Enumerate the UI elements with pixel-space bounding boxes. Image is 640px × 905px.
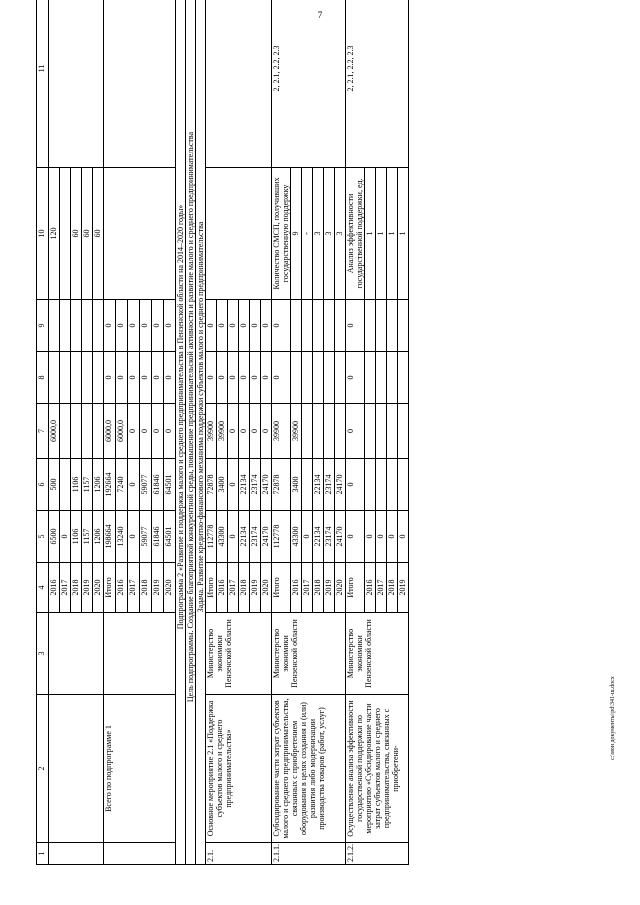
table-cell: 0	[104, 300, 116, 352]
table-cell: 198664	[104, 511, 116, 563]
table-cell: 2017	[228, 563, 239, 613]
table-cell: -	[302, 168, 313, 300]
table-cell: 22134	[239, 459, 250, 511]
table-cell: 1	[365, 168, 376, 300]
table-cell: 59077	[140, 511, 152, 563]
table-cell	[387, 459, 398, 511]
table-cell: 6500	[49, 511, 60, 563]
column-header: 6	[37, 459, 49, 511]
table-cell: 1206	[93, 459, 104, 511]
table-cell	[104, 0, 176, 168]
table-cell	[49, 300, 60, 352]
table-cell: 60	[82, 168, 93, 300]
table-cell: 2019	[152, 563, 164, 613]
table-cell: 1206	[93, 511, 104, 563]
table-cell	[206, 168, 272, 300]
table-cell	[324, 404, 335, 459]
table-cell: 0	[206, 300, 217, 352]
table-cell: 2018	[71, 563, 82, 613]
table-cell	[60, 404, 71, 459]
table-cell	[398, 352, 409, 404]
table-cell	[313, 352, 324, 404]
table-cell: 1157	[82, 459, 93, 511]
table-row	[186, 0, 196, 865]
table-cell: 0	[128, 300, 140, 352]
table-cell: 0	[398, 511, 409, 563]
table-cell: 1106	[71, 511, 82, 563]
table-cell: 0	[140, 404, 152, 459]
table-cell: 2018	[387, 563, 398, 613]
table-cell: 0	[152, 300, 164, 352]
table-cell: 0	[346, 352, 365, 404]
column-header: 7	[37, 404, 49, 459]
table-cell	[82, 404, 93, 459]
table-cell: 2016	[365, 563, 376, 613]
table-cell: 0	[164, 352, 176, 404]
column-header: 4	[37, 563, 49, 613]
table-cell: 192664	[104, 459, 116, 511]
table-cell	[313, 404, 324, 459]
footer-path: c:\мои документы\pd\341-ш.docx	[610, 676, 616, 760]
column-header: 11	[37, 0, 49, 168]
table-cell	[71, 300, 82, 352]
table-cell: 0	[346, 459, 365, 511]
table-cell: 0	[250, 300, 261, 352]
measure-name: Основное мероприятие 2.1 «Поддержка субъектов малого и среднего предпринимательства»	[206, 695, 272, 843]
table-cell: 0	[228, 352, 239, 404]
indicator: Количество СМСП, получивших государственную поддержку	[272, 168, 291, 300]
page-number: 7	[317, 10, 323, 20]
subprogram-goal: Цель подпрограммы. Создание благоприятной конкурентной среды, повышение предпринимательской активности и развитие малого и среднего предпринимательства	[186, 0, 196, 865]
subprogram-title: Подпрограмма 2 «Развитие и поддержка малого и среднего предпринимательства в Пензенской области на 2014–2020 годы»	[176, 0, 186, 865]
table-cell: 120	[49, 168, 60, 300]
table-cell	[387, 404, 398, 459]
table-cell: 0	[365, 511, 376, 563]
table-cell: 1	[387, 168, 398, 300]
table-cell: 0	[140, 300, 152, 352]
table-cell: 0	[376, 511, 387, 563]
table-cell: 0	[152, 404, 164, 459]
total-label: Всего по подпрограмме 1	[104, 695, 176, 843]
table-row	[346, 0, 365, 865]
table-cell	[82, 352, 93, 404]
table-cell: 0	[261, 300, 272, 352]
table-cell	[93, 352, 104, 404]
table-cell: 2020	[164, 563, 176, 613]
table-cell	[302, 404, 313, 459]
table-cell: 2018	[239, 563, 250, 613]
table-cell: 0	[239, 300, 250, 352]
table-cell: 0	[164, 300, 176, 352]
table-cell: 3	[335, 168, 346, 300]
table-cell	[49, 695, 104, 843]
table-cell	[376, 352, 387, 404]
table-row	[196, 0, 206, 865]
table-cell: 0	[116, 352, 128, 404]
table-cell: 2017	[302, 563, 313, 613]
table-cell: 64501	[164, 459, 176, 511]
table-cell: 2017	[60, 563, 71, 613]
table-cell: 22134	[239, 511, 250, 563]
table-cell	[302, 459, 313, 511]
table-cell: 0	[239, 404, 250, 459]
table-cell: 2019	[398, 563, 409, 613]
table-cell	[49, 352, 60, 404]
table-cell: 0	[250, 404, 261, 459]
table-cell: 64501	[164, 511, 176, 563]
table-cell	[365, 300, 376, 352]
table-cell: 0	[346, 511, 365, 563]
table-cell: 0	[346, 300, 365, 352]
table-cell: 2019	[82, 563, 93, 613]
table-cell: 112778	[206, 511, 217, 563]
table-cell: 3400	[291, 459, 302, 511]
table-cell: 2020	[335, 563, 346, 613]
table-cell: 2020	[261, 563, 272, 613]
column-header: 2	[37, 695, 49, 843]
table-cell: 2016	[49, 563, 60, 613]
table-cell: 2019	[250, 563, 261, 613]
table-cell: 0	[228, 511, 239, 563]
table-cell: 3400	[217, 459, 228, 511]
table-cell: 24170	[335, 511, 346, 563]
table-cell: 72878	[272, 459, 291, 511]
table-cell: 39900	[217, 404, 228, 459]
table-cell	[206, 0, 272, 168]
executor: Министерство экономики Пензенской области	[206, 613, 272, 695]
column-header: 9	[37, 300, 49, 352]
table-cell	[376, 459, 387, 511]
table-cell	[365, 404, 376, 459]
table-cell: 500	[49, 459, 60, 511]
table-cell	[291, 300, 302, 352]
table-cell: 39900	[206, 404, 217, 459]
column-header: 5	[37, 511, 49, 563]
column-header: 1	[37, 843, 49, 865]
table-cell: 0	[272, 300, 291, 352]
table-row	[206, 0, 217, 865]
table-cell	[398, 459, 409, 511]
program-table	[36, 0, 409, 865]
table-cell: 2018	[140, 563, 152, 613]
table-cell: 23174	[250, 459, 261, 511]
row-number: 2.1.1.	[272, 843, 346, 865]
table-cell: Итого	[104, 563, 116, 613]
table-cell: 43300	[291, 511, 302, 563]
table-cell: 39900	[291, 404, 302, 459]
table-cell: 13240	[116, 511, 128, 563]
table-cell: 0	[250, 352, 261, 404]
table-cell: 23174	[324, 511, 335, 563]
table-cell: 22134	[313, 511, 324, 563]
table-cell: 1	[398, 168, 409, 300]
table-cell	[71, 404, 82, 459]
table-cell	[335, 352, 346, 404]
executor: Министерство экономики Пензенской области	[272, 613, 346, 695]
table-cell	[335, 300, 346, 352]
table-cell	[49, 843, 104, 865]
table-cell: 24170	[335, 459, 346, 511]
table-cell	[335, 404, 346, 459]
table-cell: 2016	[217, 563, 228, 613]
table-cell: 6000,0	[104, 404, 116, 459]
table-cell	[60, 300, 71, 352]
table-cell: 24170	[261, 459, 272, 511]
table-cell	[365, 459, 376, 511]
table-cell: 22134	[313, 459, 324, 511]
table-cell	[82, 300, 93, 352]
indicator-ref: 2, 2.1, 2.2, 2.3	[272, 0, 346, 168]
table-cell: 43300	[217, 511, 228, 563]
table-cell	[49, 0, 104, 168]
table-cell: 0	[128, 459, 140, 511]
table-cell: 1157	[82, 511, 93, 563]
table-cell	[324, 352, 335, 404]
table-cell: 0	[387, 511, 398, 563]
table-cell	[376, 300, 387, 352]
table-cell: 0	[228, 300, 239, 352]
table-cell	[60, 352, 71, 404]
table-cell	[104, 613, 176, 695]
row-number: 2.1.2.	[346, 843, 409, 865]
table-cell: 0	[302, 511, 313, 563]
table-cell	[365, 352, 376, 404]
table-cell	[104, 843, 176, 865]
column-header: 3	[37, 613, 49, 695]
column-header: 8	[37, 352, 49, 404]
table-cell: 59077	[140, 459, 152, 511]
table-cell: 60	[93, 168, 104, 300]
table-cell: 2017	[128, 563, 140, 613]
table-cell	[313, 300, 324, 352]
table-cell: 0	[217, 352, 228, 404]
table-cell: 0	[164, 404, 176, 459]
column-header: 10	[37, 168, 49, 300]
table-cell: 0	[239, 352, 250, 404]
table-cell: 0	[261, 352, 272, 404]
table-cell: 2017	[376, 563, 387, 613]
table-cell: 3	[313, 168, 324, 300]
table-cell	[71, 352, 82, 404]
indicator: Анализ эффективности государственной поддержки, ед.	[346, 168, 365, 300]
table-cell: 24170	[261, 511, 272, 563]
table-cell: 1	[376, 168, 387, 300]
table-cell: 0	[104, 352, 116, 404]
table-cell	[93, 404, 104, 459]
table-cell: 6000,0	[116, 404, 128, 459]
table-cell: Итого	[206, 563, 217, 613]
table-cell: 0	[217, 300, 228, 352]
table-cell: 39900	[272, 404, 291, 459]
indicator-ref: 2, 2.1, 2.2, 2.3	[346, 0, 409, 168]
table-cell: 0	[128, 404, 140, 459]
task-heading: Задача. Развитие кредитно-финансового механизма поддержки субъектов малого и среднего предпринимательства	[196, 0, 206, 865]
table-cell	[387, 300, 398, 352]
table-cell: 2019	[324, 563, 335, 613]
table-cell	[302, 352, 313, 404]
table-cell: 0	[116, 300, 128, 352]
table-row	[37, 0, 49, 865]
table-cell: 61846	[152, 511, 164, 563]
table-row	[176, 0, 186, 865]
table-cell	[49, 613, 104, 695]
table-cell: 60	[71, 168, 82, 300]
measure-name: Осуществление анализа эффективности государственной поддержки по мероприятию «Субсидирование части затрат субъектов малого и среднего предпринимательства, связанных с приобретени-	[346, 695, 409, 843]
table-cell: 0	[272, 352, 291, 404]
table-cell	[291, 352, 302, 404]
measure-name: Субсидирование части затрат субъектов малого и среднего предпринимательства, связанных с приобретением оборудования в целях создания и (или) развития либо модернизации производства товаров (работ, услуг)	[272, 695, 346, 843]
table-cell: 0	[152, 352, 164, 404]
table-cell: 2018	[313, 563, 324, 613]
table-cell: Итого	[272, 563, 291, 613]
table-cell: 112778	[272, 511, 291, 563]
table-cell	[302, 300, 313, 352]
table-cell	[324, 300, 335, 352]
table-cell: 1106	[71, 459, 82, 511]
table-cell	[376, 404, 387, 459]
table-cell: 0	[128, 511, 140, 563]
table-cell	[60, 459, 71, 511]
table-cell: 0	[206, 352, 217, 404]
table-cell: 6000,0	[49, 404, 60, 459]
table-cell: 0	[228, 404, 239, 459]
table-cell: 9	[291, 168, 302, 300]
table-cell: 0	[261, 404, 272, 459]
table-row	[104, 0, 116, 865]
table-cell: 0	[60, 511, 71, 563]
table-cell: Итого	[346, 563, 365, 613]
table-cell: 72878	[206, 459, 217, 511]
table-cell: 7240	[116, 459, 128, 511]
executor: Министерство экономики Пензенской области	[346, 613, 409, 695]
table-cell: 61846	[152, 459, 164, 511]
table-cell: 0	[140, 352, 152, 404]
row-number: 2.1.	[206, 843, 272, 865]
table-cell	[60, 168, 71, 300]
table-cell: 2020	[93, 563, 104, 613]
table-cell	[398, 300, 409, 352]
table-cell: 2016	[116, 563, 128, 613]
table-cell: 23174	[324, 459, 335, 511]
table-cell: 23174	[250, 511, 261, 563]
table-cell	[398, 404, 409, 459]
table-cell: 3	[324, 168, 335, 300]
table-cell: 2016	[291, 563, 302, 613]
table-row	[49, 0, 60, 865]
rotated-table-page	[36, 20, 621, 865]
table-cell	[387, 352, 398, 404]
table-cell	[93, 300, 104, 352]
table-cell: 0	[128, 352, 140, 404]
table-cell: 0	[228, 459, 239, 511]
table-row	[272, 0, 291, 865]
table-cell: 0	[346, 404, 365, 459]
table-cell	[104, 168, 176, 300]
